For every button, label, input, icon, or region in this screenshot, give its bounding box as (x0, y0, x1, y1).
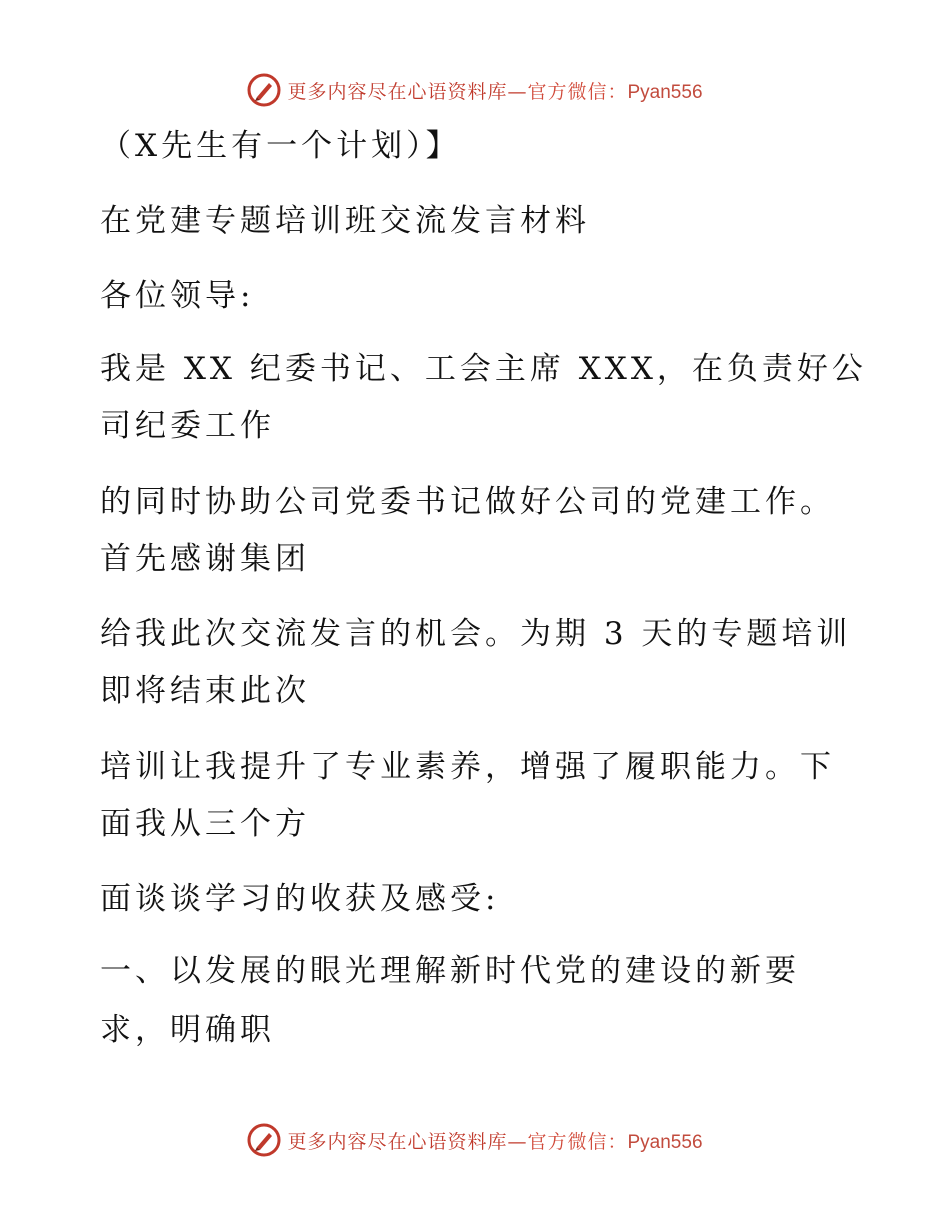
watermark-dash: — (507, 80, 528, 103)
doc-line: 我是 XX 纪委书记、工会主席 XXX，在负责好公 (100, 351, 867, 387)
doc-line: 求，明确职 (100, 1012, 275, 1048)
watermark-wechat-label: 官方微信： (527, 80, 628, 103)
doc-line: 即将结束此次 (100, 673, 310, 709)
doc-line-section-heading: 一、以发展的眼光理解新时代党的建设的新要 (100, 953, 800, 989)
doc-line: 给我此次交流发言的机会。为期 3 天的专题培训 (100, 616, 852, 652)
watermark-text (287, 1127, 702, 1154)
doc-line-salutation: 各位领导: (100, 278, 255, 314)
doc-line: 培训让我提升了专业素养，增强了履职能力。下 (100, 749, 835, 785)
doc-line: 司纪委工作 (100, 408, 275, 444)
watermark-wechat-id: Pyan556 (627, 1131, 703, 1153)
header-watermark (0, 70, 950, 110)
watermark-site-text: 更多内容尽在心语资料库 (287, 1130, 508, 1153)
watermark-dash: — (507, 1130, 528, 1153)
doc-line-title-fragment: （X先生有一个计划）】 (100, 128, 461, 164)
watermark-wechat-label: 官方微信： (527, 1130, 628, 1153)
watermark-wechat-id: Pyan556 (627, 81, 703, 103)
footer-watermark (0, 1120, 950, 1160)
doc-line: 面我从三个方 (100, 806, 310, 842)
doc-line: 面谈谈学习的收获及感受: (100, 881, 500, 917)
doc-line-heading: 在党建专题培训班交流发言材料 (100, 203, 590, 239)
pen-logo-icon (247, 73, 281, 107)
watermark-text (287, 77, 702, 104)
watermark-site-text: 更多内容尽在心语资料库 (287, 80, 508, 103)
doc-line: 首先感谢集团 (100, 541, 310, 577)
pen-logo-icon (247, 1123, 281, 1157)
doc-line: 的同时协助公司党委书记做好公司的党建工作。 (100, 484, 835, 520)
